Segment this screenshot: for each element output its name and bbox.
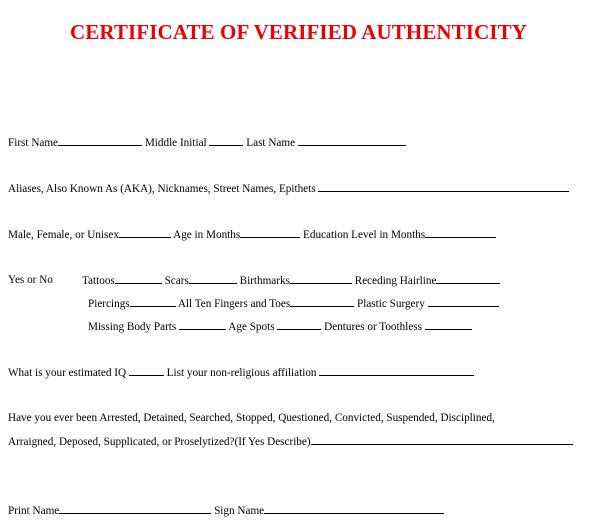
- ten-fingers-field[interactable]: [290, 296, 354, 307]
- education-months-field[interactable]: [425, 227, 496, 238]
- birthmarks-label: Birthmarks: [239, 275, 290, 287]
- birthmarks-field[interactable]: [290, 273, 352, 284]
- first-name-field[interactable]: [58, 135, 142, 146]
- arrested-row: [8, 434, 573, 449]
- aliases-row: [8, 181, 569, 196]
- plastic-surgery-field[interactable]: [428, 296, 499, 307]
- tattoos-field[interactable]: [115, 273, 162, 284]
- first-name-label: First Name: [8, 137, 59, 149]
- receding-hairline-field[interactable]: [436, 273, 500, 284]
- arrested-label-line1: Have you ever been Arrested, Detained, Searched, Stopped, Questioned, Convicted, Suspended, Disciplined,: [8, 412, 495, 424]
- sex-field[interactable]: [119, 227, 171, 238]
- scars-label: Scars: [164, 275, 189, 287]
- yes-no-label: Yes or No: [8, 274, 53, 286]
- piercings-label: Piercings: [88, 298, 130, 310]
- plastic-surgery-label: Plastic Surgery: [357, 298, 425, 310]
- print-name-label: Print Name: [8, 505, 60, 517]
- missing-parts-field[interactable]: [179, 319, 226, 330]
- sex-label: Male, Female, or Unisex: [8, 229, 119, 241]
- scars-field[interactable]: [189, 273, 237, 284]
- affiliation-label: List your non-religious affiliation: [166, 367, 317, 379]
- aliases-field[interactable]: [318, 181, 569, 192]
- name-row: [8, 135, 406, 150]
- sign-name-label: Sign Name: [214, 505, 265, 517]
- middle-initial-label: Middle Initial: [144, 137, 207, 149]
- arrested-describe-field[interactable]: [311, 434, 573, 445]
- middle-initial-field[interactable]: [209, 135, 243, 146]
- iq-row: [8, 365, 474, 380]
- print-name-field[interactable]: [59, 503, 211, 514]
- sex-age-row: [8, 227, 496, 242]
- signature-row: [8, 503, 444, 518]
- marks-row-2: [88, 296, 499, 311]
- marks-row-3: [88, 319, 472, 334]
- education-months-label: Education Level in Months: [303, 229, 426, 241]
- age-months-field[interactable]: [240, 227, 300, 238]
- dentures-field[interactable]: [425, 319, 472, 330]
- affiliation-field[interactable]: [319, 365, 474, 376]
- last-name-label: Last Name: [246, 137, 296, 149]
- missing-parts-label: Missing Body Parts: [88, 321, 177, 333]
- tattoos-label: Tattoos: [82, 275, 115, 287]
- dentures-label: Dentures or Toothless: [324, 321, 422, 333]
- marks-row-1: [82, 273, 500, 288]
- receding-hairline-label: Receding Hairline: [354, 275, 437, 287]
- age-spots-field[interactable]: [277, 319, 321, 330]
- last-name-field[interactable]: [298, 135, 406, 146]
- aliases-label: Aliases, Also Known As (AKA), Nicknames, Street Names, Epithets: [8, 183, 316, 195]
- arrested-label-line2: Arraigned, Deposed, Supplicated, or Proselytized?(If Yes Describe): [8, 436, 311, 448]
- iq-field[interactable]: [129, 365, 164, 376]
- age-months-label: Age in Months: [173, 229, 241, 241]
- certificate-title: CERTIFICATE OF VERIFIED AUTHENTICITY: [70, 20, 527, 44]
- iq-label: What is your estimated IQ: [8, 367, 127, 379]
- ten-fingers-label: All Ten Fingers and Toes: [177, 298, 291, 310]
- sign-name-field[interactable]: [264, 503, 444, 514]
- piercings-field[interactable]: [130, 296, 176, 307]
- age-spots-label: Age Spots: [228, 321, 275, 333]
